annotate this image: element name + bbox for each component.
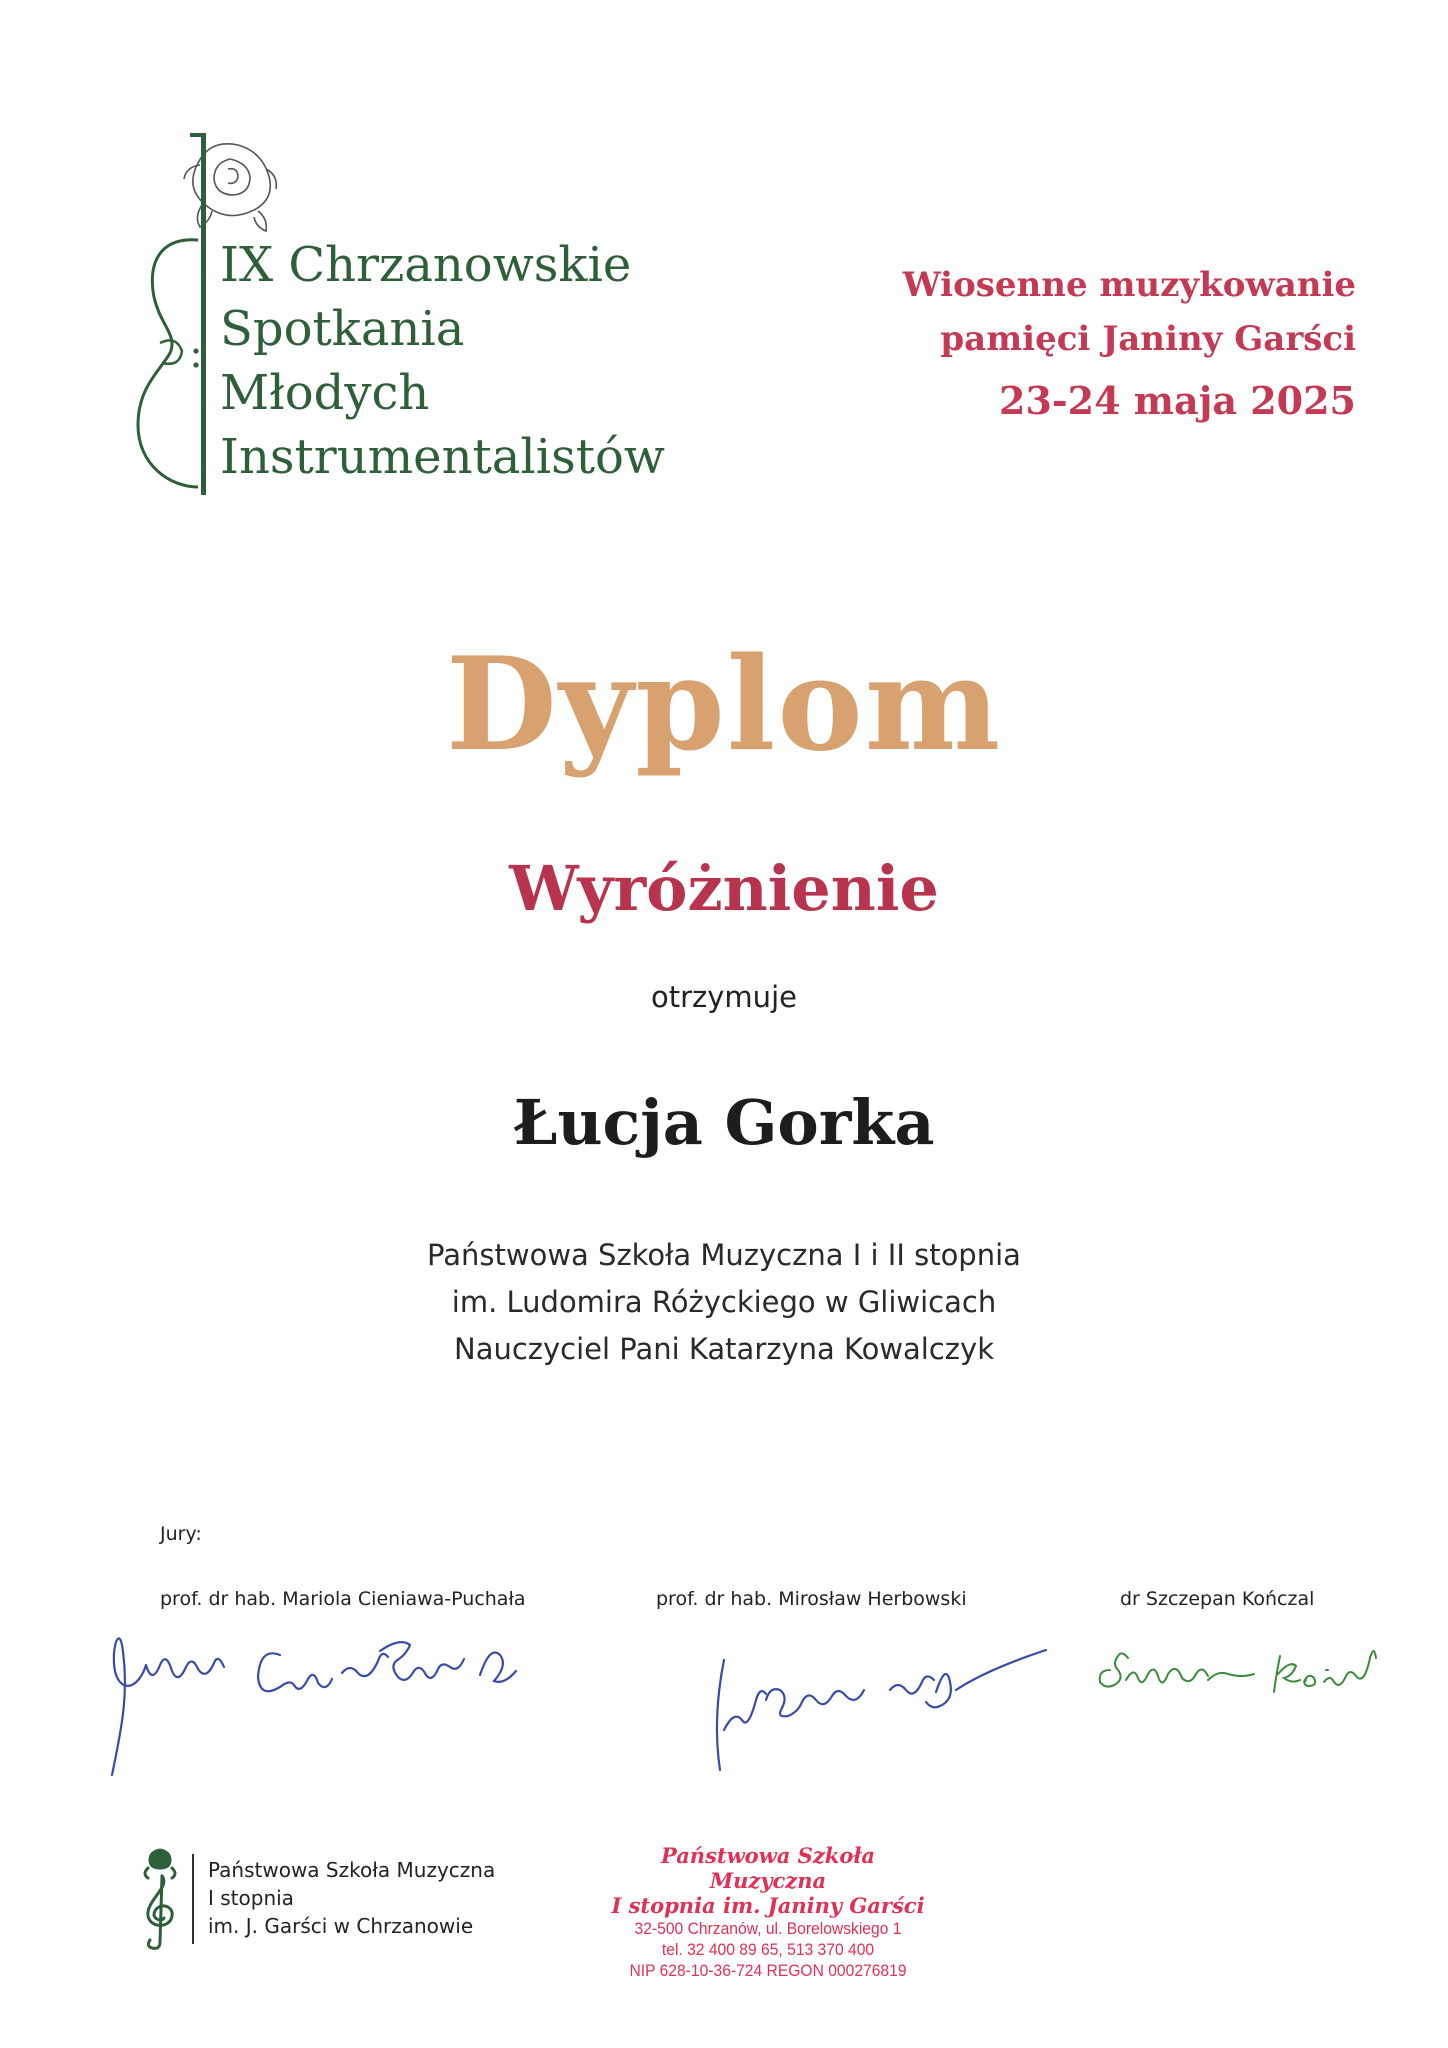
festival-dates: 23-24 maja 2025 [999,378,1356,423]
details-line: Państwowa Szkoła Muzyczna I i II stopnia [427,1238,1021,1272]
signature-1 [80,1615,560,1795]
juror-name: prof. dr hab. Mariola Cieniawa-Puchała [160,1588,526,1610]
festival-title [220,233,665,489]
festival-title-line: Instrumentalistów [220,429,666,485]
details-line: im. Ludomira Różyckiego w Gliwicach [451,1285,997,1319]
school-stamp [608,1843,928,1981]
subtitle-line: Wiosenne muzykowanie [902,265,1356,305]
stamp-line: 32-500 Chrzanów, ul. Borelowskiego 1 [634,1919,902,1938]
school-logo-line: I stopnia [208,1886,294,1910]
receives-label: otrzymuje [651,980,797,1014]
jury-label: Jury: [160,1523,202,1545]
festival-subtitle [903,258,1356,436]
diploma-title: Dyplom [445,630,1003,780]
award-title: Wyróżnienie [509,852,939,925]
festival-logo [130,125,690,505]
stamp-line: I stopnia im. Janiny Garści [611,1893,925,1918]
subtitle-line: pamięci Janiny Garści [940,319,1356,359]
juror-name: dr Szczepan Kończal [1120,1588,1315,1610]
school-logo-line: Państwowa Szkoła Muzyczna [208,1858,496,1882]
school-logo-name [208,1856,495,1940]
juror-name: prof. dr hab. Mirosław Herbowski [656,1588,967,1610]
details-line: Nauczyciel Pani Katarzyna Kowalczyk [454,1332,994,1366]
school-logo [130,1846,550,1956]
rose-icon [184,144,276,231]
stamp-line: Państwowa Szkoła Muzyczna [660,1843,876,1893]
stamp-line: tel. 32 400 89 65, 513 370 400 [661,1940,875,1959]
festival-title-line: Spotkania [220,301,465,357]
signature-2 [700,1630,1060,1780]
festival-title-line: IX Chrzanowskie [220,237,632,293]
stamp-line: NIP 628-10-36-724 REGON 000276819 [629,1961,907,1980]
festival-title-line: Młodych [220,365,430,421]
recipient-details [0,1232,1448,1373]
recipient-name: Łucja Gorka [513,1086,935,1159]
school-logo-line: im. J. Garści w Chrzanowie [208,1914,474,1938]
signature-3 [1090,1630,1410,1720]
logo-divider [192,1854,194,1944]
treble-clef-rose-icon [130,1846,190,1956]
